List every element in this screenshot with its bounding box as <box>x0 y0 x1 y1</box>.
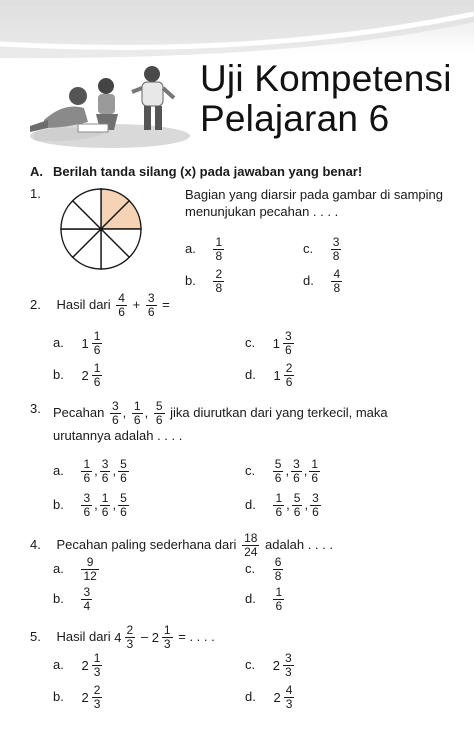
q5-number: 5. <box>30 628 41 644</box>
fraction <box>92 684 103 711</box>
option-label: a. <box>53 560 64 576</box>
denominator: 24 <box>244 545 258 559</box>
fraction <box>92 362 103 389</box>
q5-question <box>30 624 215 651</box>
denominator: 8 <box>215 249 223 263</box>
denominator: 6 <box>101 471 109 485</box>
denominator: 3 <box>93 665 101 679</box>
fraction <box>132 400 143 427</box>
option-label: c. <box>245 334 256 350</box>
whole-number: 1 <box>272 336 280 351</box>
option-label: a. <box>53 656 64 672</box>
fraction <box>81 556 98 583</box>
fraction <box>283 330 294 357</box>
fraction <box>92 652 103 679</box>
denominator: 12 <box>83 569 97 583</box>
fraction <box>242 532 259 559</box>
denominator: 6 <box>311 471 319 485</box>
equals: = <box>162 296 170 312</box>
fraction <box>92 330 103 357</box>
fraction <box>273 556 284 583</box>
separator: , <box>285 462 290 478</box>
numerator: 3 <box>147 291 155 305</box>
q1-option-d[interactable] <box>303 268 344 295</box>
denominator: 6 <box>120 471 127 485</box>
fraction <box>213 268 224 295</box>
numerator: 6 <box>274 555 282 569</box>
fraction <box>284 362 295 389</box>
numerator: 5 <box>155 399 163 413</box>
children-illustration <box>14 62 192 152</box>
q4-number: 4. <box>30 536 41 552</box>
fraction <box>331 268 342 295</box>
denominator: 3 <box>285 697 293 711</box>
whole-number: 4 <box>114 630 122 645</box>
q4-question <box>30 532 333 559</box>
section-label: A. <box>30 164 43 179</box>
whole-number: 2 <box>81 368 89 383</box>
denominator: 6 <box>120 505 127 519</box>
option-label: d. <box>245 496 256 512</box>
whole-number: 2 <box>81 690 89 705</box>
fraction <box>125 624 136 651</box>
fraction <box>100 492 111 519</box>
numerator: 4 <box>285 683 293 697</box>
fraction <box>292 492 303 519</box>
whole-number: 2 <box>151 630 159 645</box>
separator: , <box>304 496 309 512</box>
q3-option-b[interactable] <box>53 492 131 519</box>
fraction <box>273 458 284 485</box>
q2-prefix: Hasil dari <box>56 296 111 312</box>
option-label: a. <box>53 462 64 478</box>
fraction <box>162 624 173 651</box>
q3-prefix: Pecahan <box>53 404 105 420</box>
fraction <box>118 458 129 485</box>
q3-option-c[interactable] <box>245 458 322 485</box>
option-label: d. <box>245 366 256 382</box>
q1-option-b[interactable] <box>185 268 226 295</box>
numerator: 5 <box>274 457 282 471</box>
numerator: 1 <box>83 457 91 471</box>
fraction <box>81 458 92 485</box>
q1-option-a[interactable] <box>185 236 226 263</box>
numerator: 3 <box>284 651 292 665</box>
q1-option-c[interactable] <box>303 236 343 263</box>
q4-suffix: adalah . . . . <box>265 536 333 552</box>
option-label: c. <box>245 560 256 576</box>
numerator: 4 <box>118 291 125 305</box>
q1-text: Bagian yang diarsir pada gambar di samping menunjukan pecahan . . . . <box>185 187 443 219</box>
numerator: 1 <box>275 585 283 599</box>
numerator: 1 <box>93 361 101 375</box>
denominator: 6 <box>83 471 91 485</box>
numerator: 1 <box>93 651 101 665</box>
denominator: 8 <box>274 569 282 583</box>
denominator: 6 <box>101 505 109 519</box>
separator: , <box>94 462 98 478</box>
numerator: 5 <box>120 457 127 471</box>
whole-number: 2 <box>81 658 89 673</box>
numerator: 1 <box>275 491 283 505</box>
numerator: 2 <box>126 623 134 637</box>
q4-option-b[interactable] <box>53 586 94 613</box>
numerator: 3 <box>111 399 119 413</box>
option-label: b. <box>53 366 64 382</box>
numerator: 4 <box>333 267 341 281</box>
fraction <box>110 400 121 427</box>
header-swoosh <box>0 0 474 60</box>
q4-option-d[interactable] <box>245 586 286 613</box>
option-label: c. <box>303 240 314 256</box>
q3-question <box>53 400 448 444</box>
q5-suffix: = . . . . <box>178 628 215 644</box>
fraction <box>116 292 127 319</box>
numerator: 3 <box>293 457 300 471</box>
q2-question <box>30 292 170 319</box>
fraction <box>81 586 92 613</box>
option-label: c. <box>245 656 256 672</box>
fraction <box>273 586 284 613</box>
page-title-line2: Pelajaran 6 <box>200 98 390 139</box>
q2-number: 2. <box>30 296 41 312</box>
numerator: 18 <box>244 531 258 545</box>
denominator: 3 <box>284 665 292 679</box>
denominator: 6 <box>93 375 101 389</box>
separator: , <box>94 496 98 512</box>
option-label: a. <box>53 334 64 350</box>
q5-option-c[interactable] <box>245 652 296 679</box>
denominator: 3 <box>126 637 134 651</box>
numerator: 5 <box>120 491 127 505</box>
section-instruction: Berilah tanda silang (x) pada jawaban yang benar! <box>53 164 363 179</box>
q4-prefix: Pecahan paling sederhana dari <box>56 536 237 552</box>
operator: – <box>140 628 149 644</box>
fraction <box>154 400 165 427</box>
numerator: 3 <box>312 491 319 505</box>
denominator: 6 <box>275 505 283 519</box>
numerator: 2 <box>285 361 293 375</box>
whole-number: 2 <box>272 658 280 673</box>
q4-option-a[interactable] <box>53 556 101 583</box>
q2-option-a[interactable] <box>53 330 104 357</box>
pie-slices <box>61 189 141 269</box>
denominator: 6 <box>274 471 282 485</box>
denominator: 6 <box>111 413 119 427</box>
operator: + <box>132 296 141 312</box>
option-label: b. <box>185 272 196 288</box>
separator: , <box>122 404 127 420</box>
q5-prefix: Hasil dari <box>56 628 111 644</box>
denominator: 3 <box>93 697 101 711</box>
numerator: 3 <box>332 235 340 249</box>
denominator: 6 <box>275 599 283 613</box>
option-label: c. <box>245 462 256 478</box>
fraction <box>291 458 302 485</box>
q1-pie-chart <box>58 186 144 272</box>
fraction <box>284 684 295 711</box>
q5-option-b[interactable] <box>53 684 104 711</box>
fraction <box>81 492 92 519</box>
option-label: a. <box>185 240 196 256</box>
fraction <box>310 492 321 519</box>
q2-option-d[interactable] <box>245 362 296 389</box>
denominator: 3 <box>163 637 171 651</box>
option-label: d. <box>245 590 256 606</box>
denominator: 6 <box>133 413 141 427</box>
numerator: 3 <box>284 329 292 343</box>
numerator: 5 <box>293 491 301 505</box>
option-label: b. <box>53 590 64 606</box>
q2-option-b[interactable] <box>53 362 104 389</box>
fraction <box>273 492 284 519</box>
denominator: 8 <box>333 281 341 295</box>
option-label: d. <box>245 688 256 704</box>
fraction <box>331 236 342 263</box>
numerator: 1 <box>215 235 223 249</box>
numerator: 1 <box>163 623 171 637</box>
fraction <box>118 492 129 519</box>
numerator: 1 <box>101 491 109 505</box>
numerator: 1 <box>311 457 319 471</box>
numerator: 2 <box>215 267 223 281</box>
separator: , <box>112 462 117 478</box>
denominator: 8 <box>215 281 223 295</box>
whole-number: 2 <box>273 690 281 705</box>
fraction <box>100 458 111 485</box>
q4-option-c[interactable] <box>245 556 285 583</box>
numerator: 3 <box>101 457 109 471</box>
q3-option-d[interactable] <box>245 492 323 519</box>
q5-option-a[interactable] <box>53 652 104 679</box>
separator: , <box>286 496 290 512</box>
denominator: 8 <box>332 249 340 263</box>
q5-option-d[interactable] <box>245 684 296 711</box>
q3-text: jika diurutkan dari yang terkecil, maka urutannya adalah . . . . <box>53 404 388 443</box>
denominator: 6 <box>293 471 300 485</box>
option-label: b. <box>53 496 64 512</box>
fraction <box>146 292 157 319</box>
q3-option-a[interactable] <box>53 458 131 485</box>
separator: , <box>112 496 117 512</box>
fraction <box>309 458 320 485</box>
separator: , <box>303 462 308 478</box>
q1-number: 1. <box>30 186 41 201</box>
denominator: 4 <box>83 599 91 613</box>
denominator: 6 <box>312 505 319 519</box>
denominator: 6 <box>285 375 293 389</box>
fraction <box>213 236 224 263</box>
page-title-line1: Uji Kompetensi <box>200 58 452 99</box>
denominator: 6 <box>83 505 91 519</box>
denominator: 6 <box>147 305 155 319</box>
denominator: 6 <box>155 413 163 427</box>
whole-number: 1 <box>273 368 281 383</box>
separator: , <box>144 404 149 420</box>
q2-option-c[interactable] <box>245 330 296 357</box>
whole-number: 1 <box>81 336 89 351</box>
option-label: b. <box>53 688 64 704</box>
numerator: 9 <box>86 555 94 569</box>
denominator: 6 <box>93 343 101 357</box>
numerator: 1 <box>133 399 141 413</box>
option-label: d. <box>303 272 314 288</box>
numerator: 2 <box>93 683 101 697</box>
numerator: 1 <box>93 329 101 343</box>
q3-number: 3. <box>30 401 41 416</box>
denominator: 6 <box>118 305 125 319</box>
numerator: 3 <box>83 491 91 505</box>
fraction <box>283 652 294 679</box>
denominator: 6 <box>293 505 301 519</box>
numerator: 3 <box>83 585 91 599</box>
denominator: 6 <box>284 343 292 357</box>
